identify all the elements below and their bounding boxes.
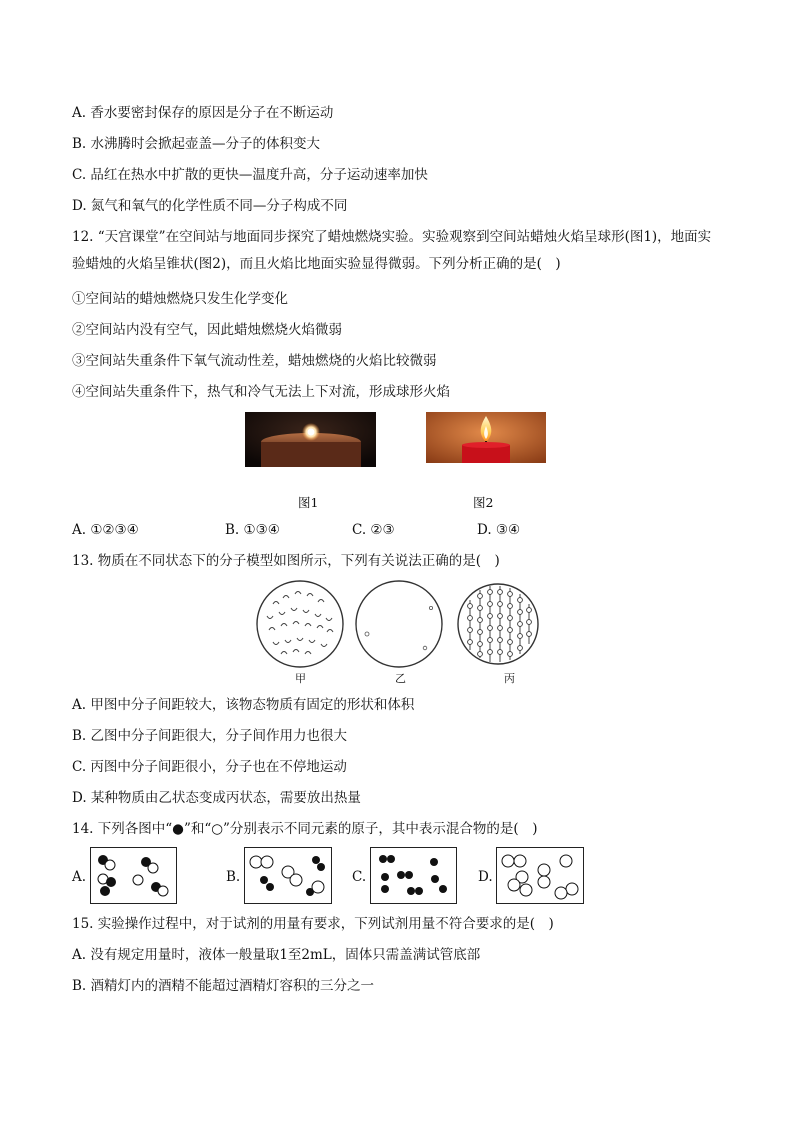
q13-stem: 13. 物质在不同状态下的分子模型如图所示，下列有关说法正确的是( ) (72, 553, 500, 569)
q15-stem: 15. 实验操作过程中，对于试剂的用量有要求，下列试剂用量不符合要求的是( ) (72, 916, 554, 932)
q14-option-a-label: A. (72, 869, 87, 885)
q14-option-b-box (244, 847, 332, 904)
q12-option-d: D. ③④ (477, 522, 521, 538)
q11-option-a: A. 香水要密封保存的原因是分子在不断运动 (72, 105, 334, 121)
model-bing-caption: 丙 (504, 672, 515, 685)
q13-molecular-model-figure (255, 578, 540, 670)
figure-1-caption: 图1 (298, 495, 319, 510)
q14-option-a-box (90, 847, 177, 904)
q12-statement-2: ②空间站内没有空气，因此蜡烛燃烧火焰微弱 (72, 322, 342, 338)
q11-option-c: C. 品红在热水中扩散的更快—温度升高，分子运动速率加快 (72, 167, 428, 183)
model-jia-circle (257, 581, 343, 667)
q14-option-b-label: B. (226, 869, 241, 885)
model-bing-circle (458, 584, 538, 664)
q13-option-b: B. 乙图中分子间距很大，分子间作用力也很大 (72, 728, 348, 744)
q14-option-c-box (370, 847, 457, 904)
q15-option-a: A. 没有规定用量时，液体一般量取1至2mL，固体只需盖满试管底部 (72, 947, 481, 963)
q12-stem: 12. “天宫课堂”在空间站与地面同步探究了蜡烛燃烧实验。实验观察到空间站蜡烛火焰呈球形(图1)，地面实验蜡烛的火焰呈锥状(图2)，而且火焰比地面实验显得微弱。下列分析正确的是( ) (72, 229, 712, 272)
figure-2-caption: 图2 (473, 495, 494, 510)
q13-option-c: C. 丙图中分子间距很小，分子也在不停地运动 (72, 759, 347, 775)
q12-option-a: A. ①②③④ (72, 522, 139, 538)
q11-option-b: B. 水沸腾时会掀起壶盖—分子的体积变大 (72, 136, 321, 152)
q12-option-b: B. ①③④ (225, 522, 280, 538)
q14-option-d-box (496, 847, 584, 904)
q13-option-d: D. 某种物质由乙状态变成丙状态，需要放出热量 (72, 790, 361, 806)
q14-option-d-label: D. (478, 869, 493, 885)
q15-option-b: B. 酒精灯内的酒精不能超过酒精灯容积的三分之一 (72, 978, 375, 994)
q12-statement-4: ④空间站失重条件下，热气和冷气无法上下对流，形成球形火焰 (72, 384, 450, 400)
q14-stem: 14. 下列各图中“●”和“○”分别表示不同元素的原子，其中表示混合物的是( ) (72, 821, 538, 837)
model-yi-caption: 乙 (395, 672, 406, 685)
q12-statement-3: ③空间站失重条件下氧气流动性差，蜡烛燃烧的火焰比较微弱 (72, 353, 437, 369)
figure-2-candle-photo (426, 412, 546, 463)
model-yi-circle (356, 581, 442, 667)
q11-option-d: D. 氮气和氧气的化学性质不同—分子构成不同 (72, 198, 348, 214)
figure-1-candle-photo (245, 412, 376, 467)
q12-option-c: C. ②③ (352, 522, 395, 538)
q12-statement-1: ①空间站的蜡烛燃烧只发生化学变化 (72, 291, 288, 307)
q13-option-a: A. 甲图中分子间距较大，该物态物质有固定的形状和体积 (72, 697, 415, 713)
model-jia-caption: 甲 (295, 672, 306, 685)
q14-option-c-label: C. (352, 869, 367, 885)
